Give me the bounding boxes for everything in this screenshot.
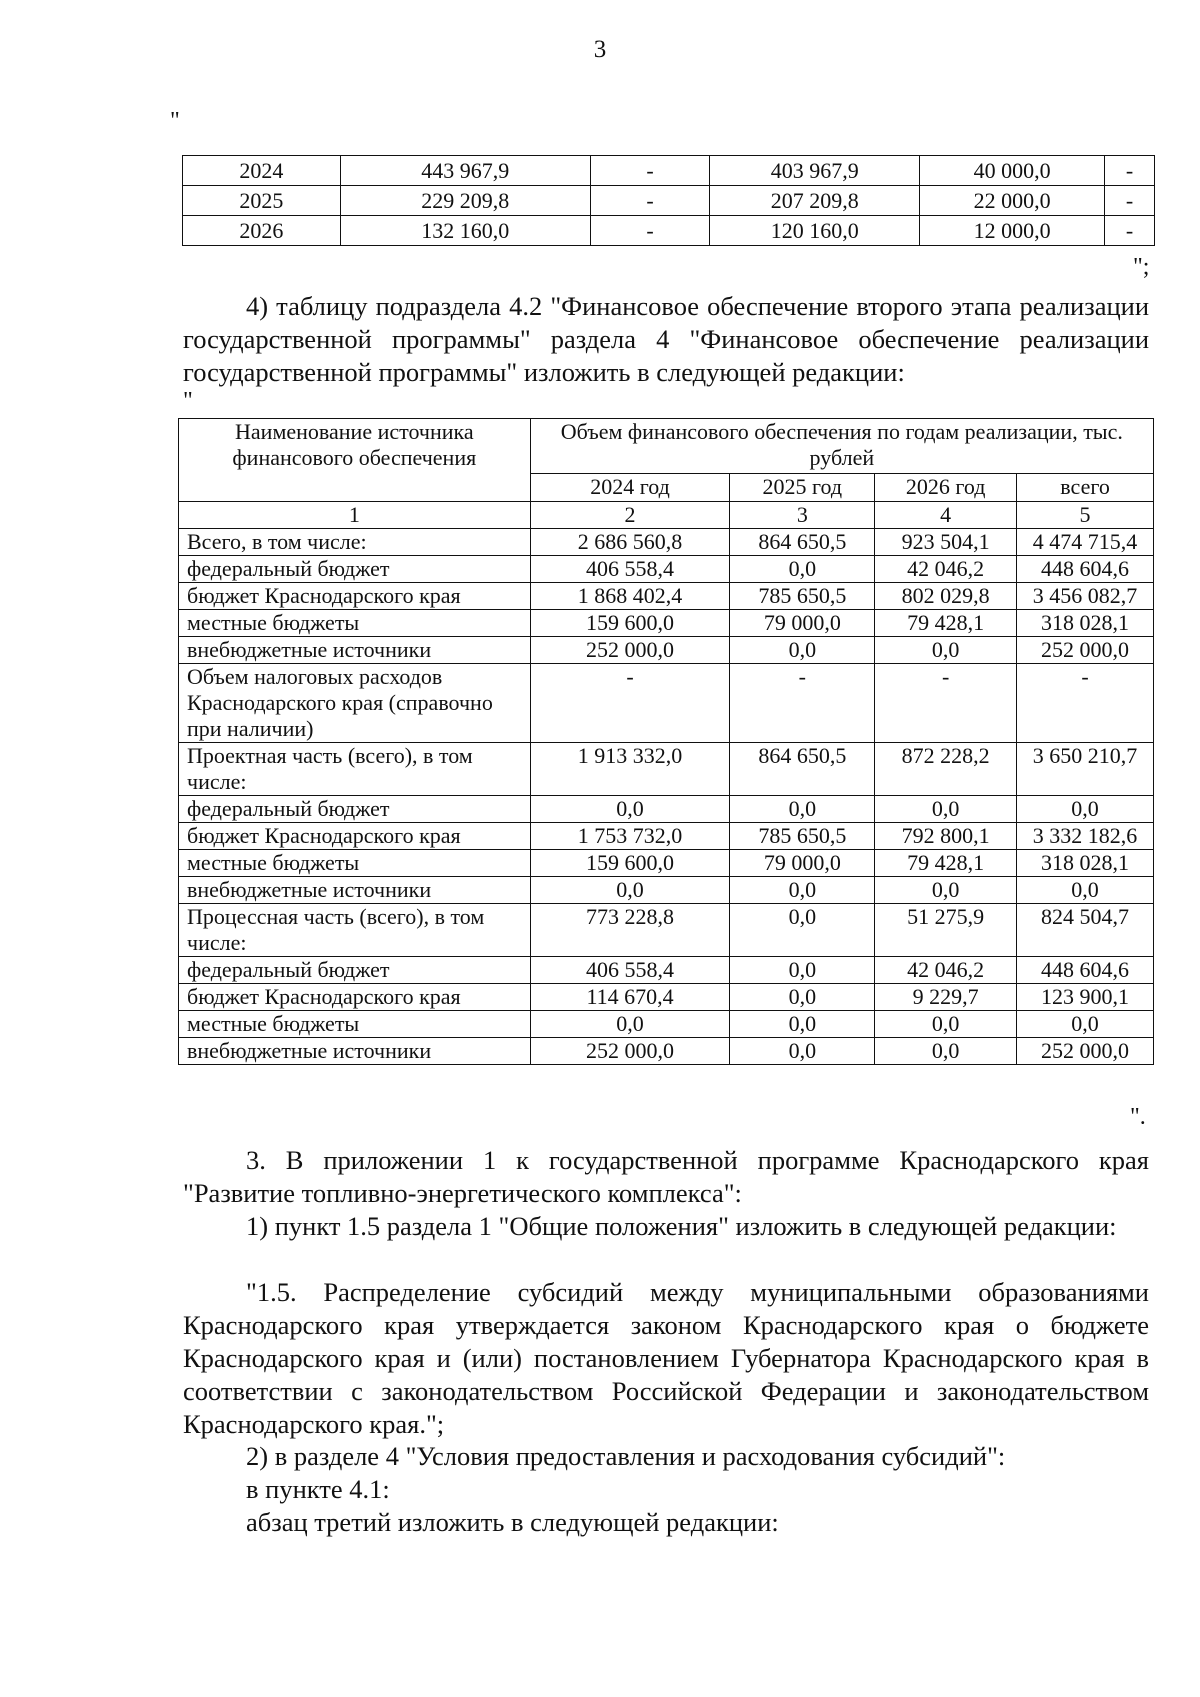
table-cell: 864 650,5 (730, 743, 875, 796)
table-cell: - (1105, 216, 1155, 246)
header-volume: Объем финансового обеспечения по годам реализации, тыс. рублей (530, 419, 1153, 474)
row-label: Проектная часть (всего), в том числе: (179, 743, 531, 796)
table-cell: 229 209,8 (340, 186, 590, 216)
row-label: внебюджетные источники (179, 637, 531, 664)
paragraph-3-item-1: 1) пункт 1.5 раздела 1 "Общие положения" изложить в следующей редакции: (246, 1211, 1117, 1241)
table-cell: 406 558,4 (530, 957, 730, 984)
close-quote: "; (1133, 254, 1150, 280)
table-cell: 0,0 (730, 556, 875, 583)
header-year: 2025 год (730, 473, 875, 501)
table-row (179, 796, 1154, 823)
row-label: внебюджетные источники (179, 877, 531, 904)
table-cell: 123 900,1 (1017, 984, 1154, 1011)
row-label: федеральный бюджет (179, 957, 531, 984)
header-year: 2026 год (875, 473, 1017, 501)
table-cell: 0,0 (730, 904, 875, 957)
row-label: местные бюджеты (179, 850, 531, 877)
table-cell: 785 650,5 (730, 823, 875, 850)
table-cell: 923 504,1 (875, 529, 1017, 556)
table-cell: 40 000,0 (920, 156, 1105, 186)
table-cell: 207 209,8 (710, 186, 920, 216)
table-cell: 0,0 (730, 1038, 875, 1065)
table-cell: 0,0 (530, 1011, 730, 1038)
table-cell: 79 000,0 (730, 610, 875, 637)
table-cell: 318 028,1 (1017, 850, 1154, 877)
table-cell: - (875, 664, 1017, 743)
table-cell: - (1017, 664, 1154, 743)
header-col-number: 5 (1017, 502, 1154, 529)
paragraph-3-item-2: 2) в разделе 4 "Условия предоставления и расходования субсидий": (246, 1441, 1006, 1471)
table-cell: 802 029,8 (875, 583, 1017, 610)
table-cell: 0,0 (730, 957, 875, 984)
table-cell: 448 604,6 (1017, 556, 1154, 583)
table-cell: 824 504,7 (1017, 904, 1154, 957)
table-cell: 0,0 (1017, 796, 1154, 823)
table-row (179, 877, 1154, 904)
header-col-number: 2 (530, 502, 730, 529)
close-quote: ". (1130, 1104, 1146, 1130)
table-cell: 0,0 (530, 796, 730, 823)
table-cell: 12 000,0 (920, 216, 1105, 246)
table-row (179, 637, 1154, 664)
table-cell: 872 228,2 (875, 743, 1017, 796)
table-cell: 3 650 210,7 (1017, 743, 1154, 796)
header-source: Наименование источника финансового обеспечения (179, 419, 531, 502)
paragraph-item-4-1: в пункте 4.1: (246, 1474, 390, 1504)
table-row (179, 664, 1154, 743)
table-cell: 0,0 (875, 1011, 1017, 1038)
table-cell: 42 046,2 (875, 957, 1017, 984)
table-cell: 0,0 (1017, 1011, 1154, 1038)
table-cell: 79 428,1 (875, 610, 1017, 637)
table-cell: 252 000,0 (1017, 637, 1154, 664)
table-row (183, 216, 1155, 246)
paragraph-item-4: 4) таблицу подраздела 4.2 "Финансовое обеспечение второго этапа реализации государственной программы" раздела 4 "Финансовое обеспечение реализации государственной программы" изложить в следующей редакции: (183, 291, 1149, 387)
table-cell: 1 753 732,0 (530, 823, 730, 850)
row-label: бюджет Краснодарского края (179, 984, 531, 1011)
table-cell: 2026 (183, 216, 341, 246)
row-label: Процессная часть (всего), в том числе: (179, 904, 531, 957)
row-label: бюджет Краснодарского края (179, 583, 531, 610)
row-label: местные бюджеты (179, 1011, 531, 1038)
table-cell: 1 868 402,4 (530, 583, 730, 610)
row-label: внебюджетные источники (179, 1038, 531, 1065)
table-row (179, 743, 1154, 796)
table-cell: - (730, 664, 875, 743)
header-col-number: 4 (875, 502, 1017, 529)
table-stage1-years (182, 155, 1155, 246)
table-cell: 252 000,0 (1017, 1038, 1154, 1065)
table-cell: 2024 (183, 156, 341, 186)
header-col-number: 3 (730, 502, 875, 529)
table-cell: 79 428,1 (875, 850, 1017, 877)
table-cell: - (590, 186, 710, 216)
row-label: Всего, в том числе: (179, 529, 531, 556)
table-cell: 785 650,5 (730, 583, 875, 610)
table-cell: 3 456 082,7 (1017, 583, 1154, 610)
table-cell: - (590, 156, 710, 186)
table-row (179, 556, 1154, 583)
table-cell: 0,0 (730, 796, 875, 823)
table-row (183, 156, 1155, 186)
table-cell: 114 670,4 (530, 984, 730, 1011)
table-cell: 0,0 (875, 877, 1017, 904)
table-cell: 0,0 (730, 637, 875, 664)
open-quote: " (183, 388, 193, 414)
table-cell: 0,0 (1017, 877, 1154, 904)
table-cell: 252 000,0 (530, 1038, 730, 1065)
table-cell: 51 275,9 (875, 904, 1017, 957)
table-cell: - (1105, 186, 1155, 216)
table-row (183, 186, 1155, 216)
table-cell: 22 000,0 (920, 186, 1105, 216)
table-cell: 443 967,9 (340, 156, 590, 186)
page-number: 3 (593, 36, 607, 63)
table-row (179, 850, 1154, 877)
row-label: Объем налоговых расходов Краснодарского края (справочно при наличии) (179, 664, 531, 743)
table-cell: 3 332 182,6 (1017, 823, 1154, 850)
table-cell: 79 000,0 (730, 850, 875, 877)
table-cell: 0,0 (730, 877, 875, 904)
table-cell: 864 650,5 (730, 529, 875, 556)
table-cell: 132 160,0 (340, 216, 590, 246)
table-cell: 406 558,4 (530, 556, 730, 583)
table-row (179, 583, 1154, 610)
table-cell: 0,0 (730, 1011, 875, 1038)
table-row (179, 529, 1154, 556)
paragraph-clause-1-5: "1.5. Распределение субсидий между муниципальными образованиями Краснодарского края утверждается законом Краснодарского края о бюджете Краснодарского края и (или) постановлением Губернатора Краснодарского края в соответствии с законодательством Российской Федерации и законодательством Краснодарского края."; (183, 1277, 1149, 1439)
table-row (179, 1038, 1154, 1065)
table-row (179, 1011, 1154, 1038)
table-cell: 773 228,8 (530, 904, 730, 957)
table-cell: - (530, 664, 730, 743)
row-label: федеральный бюджет (179, 796, 531, 823)
paragraph-section-3: 3. В приложении 1 к государственной программе Краснодарского края "Развитие топливно-энергетического комплекса": (183, 1145, 1149, 1208)
table-cell: 1 913 332,0 (530, 743, 730, 796)
table-cell: 4 474 715,4 (1017, 529, 1154, 556)
table-cell: 448 604,6 (1017, 957, 1154, 984)
table-cell: 318 028,1 (1017, 610, 1154, 637)
table-cell: 9 229,7 (875, 984, 1017, 1011)
table-cell: 120 160,0 (710, 216, 920, 246)
header-col-number: 1 (179, 502, 531, 529)
table-cell: 0,0 (730, 984, 875, 1011)
table-cell: 403 967,9 (710, 156, 920, 186)
row-label: местные бюджеты (179, 610, 531, 637)
paragraph-abzac: абзац третий изложить в следующей редакции: (246, 1507, 779, 1537)
table-row (179, 610, 1154, 637)
table-row (179, 904, 1154, 957)
table-cell: 42 046,2 (875, 556, 1017, 583)
table-cell: 2025 (183, 186, 341, 216)
table-cell: - (1105, 156, 1155, 186)
table-cell: 792 800,1 (875, 823, 1017, 850)
table-cell: 159 600,0 (530, 610, 730, 637)
table-row (179, 823, 1154, 850)
table-financing-stage2 (178, 418, 1154, 1065)
header-year: всего (1017, 473, 1154, 501)
table-cell: 0,0 (530, 877, 730, 904)
table-cell: 0,0 (875, 1038, 1017, 1065)
table-cell: 2 686 560,8 (530, 529, 730, 556)
table-cell: - (590, 216, 710, 246)
table-row (179, 957, 1154, 984)
table-row (179, 984, 1154, 1011)
header-year: 2024 год (530, 473, 730, 501)
table-cell: 159 600,0 (530, 850, 730, 877)
row-label: федеральный бюджет (179, 556, 531, 583)
table-cell: 0,0 (875, 796, 1017, 823)
table-cell: 0,0 (875, 637, 1017, 664)
table-cell: 252 000,0 (530, 637, 730, 664)
row-label: бюджет Краснодарского края (179, 823, 531, 850)
open-quote: " (170, 108, 180, 134)
